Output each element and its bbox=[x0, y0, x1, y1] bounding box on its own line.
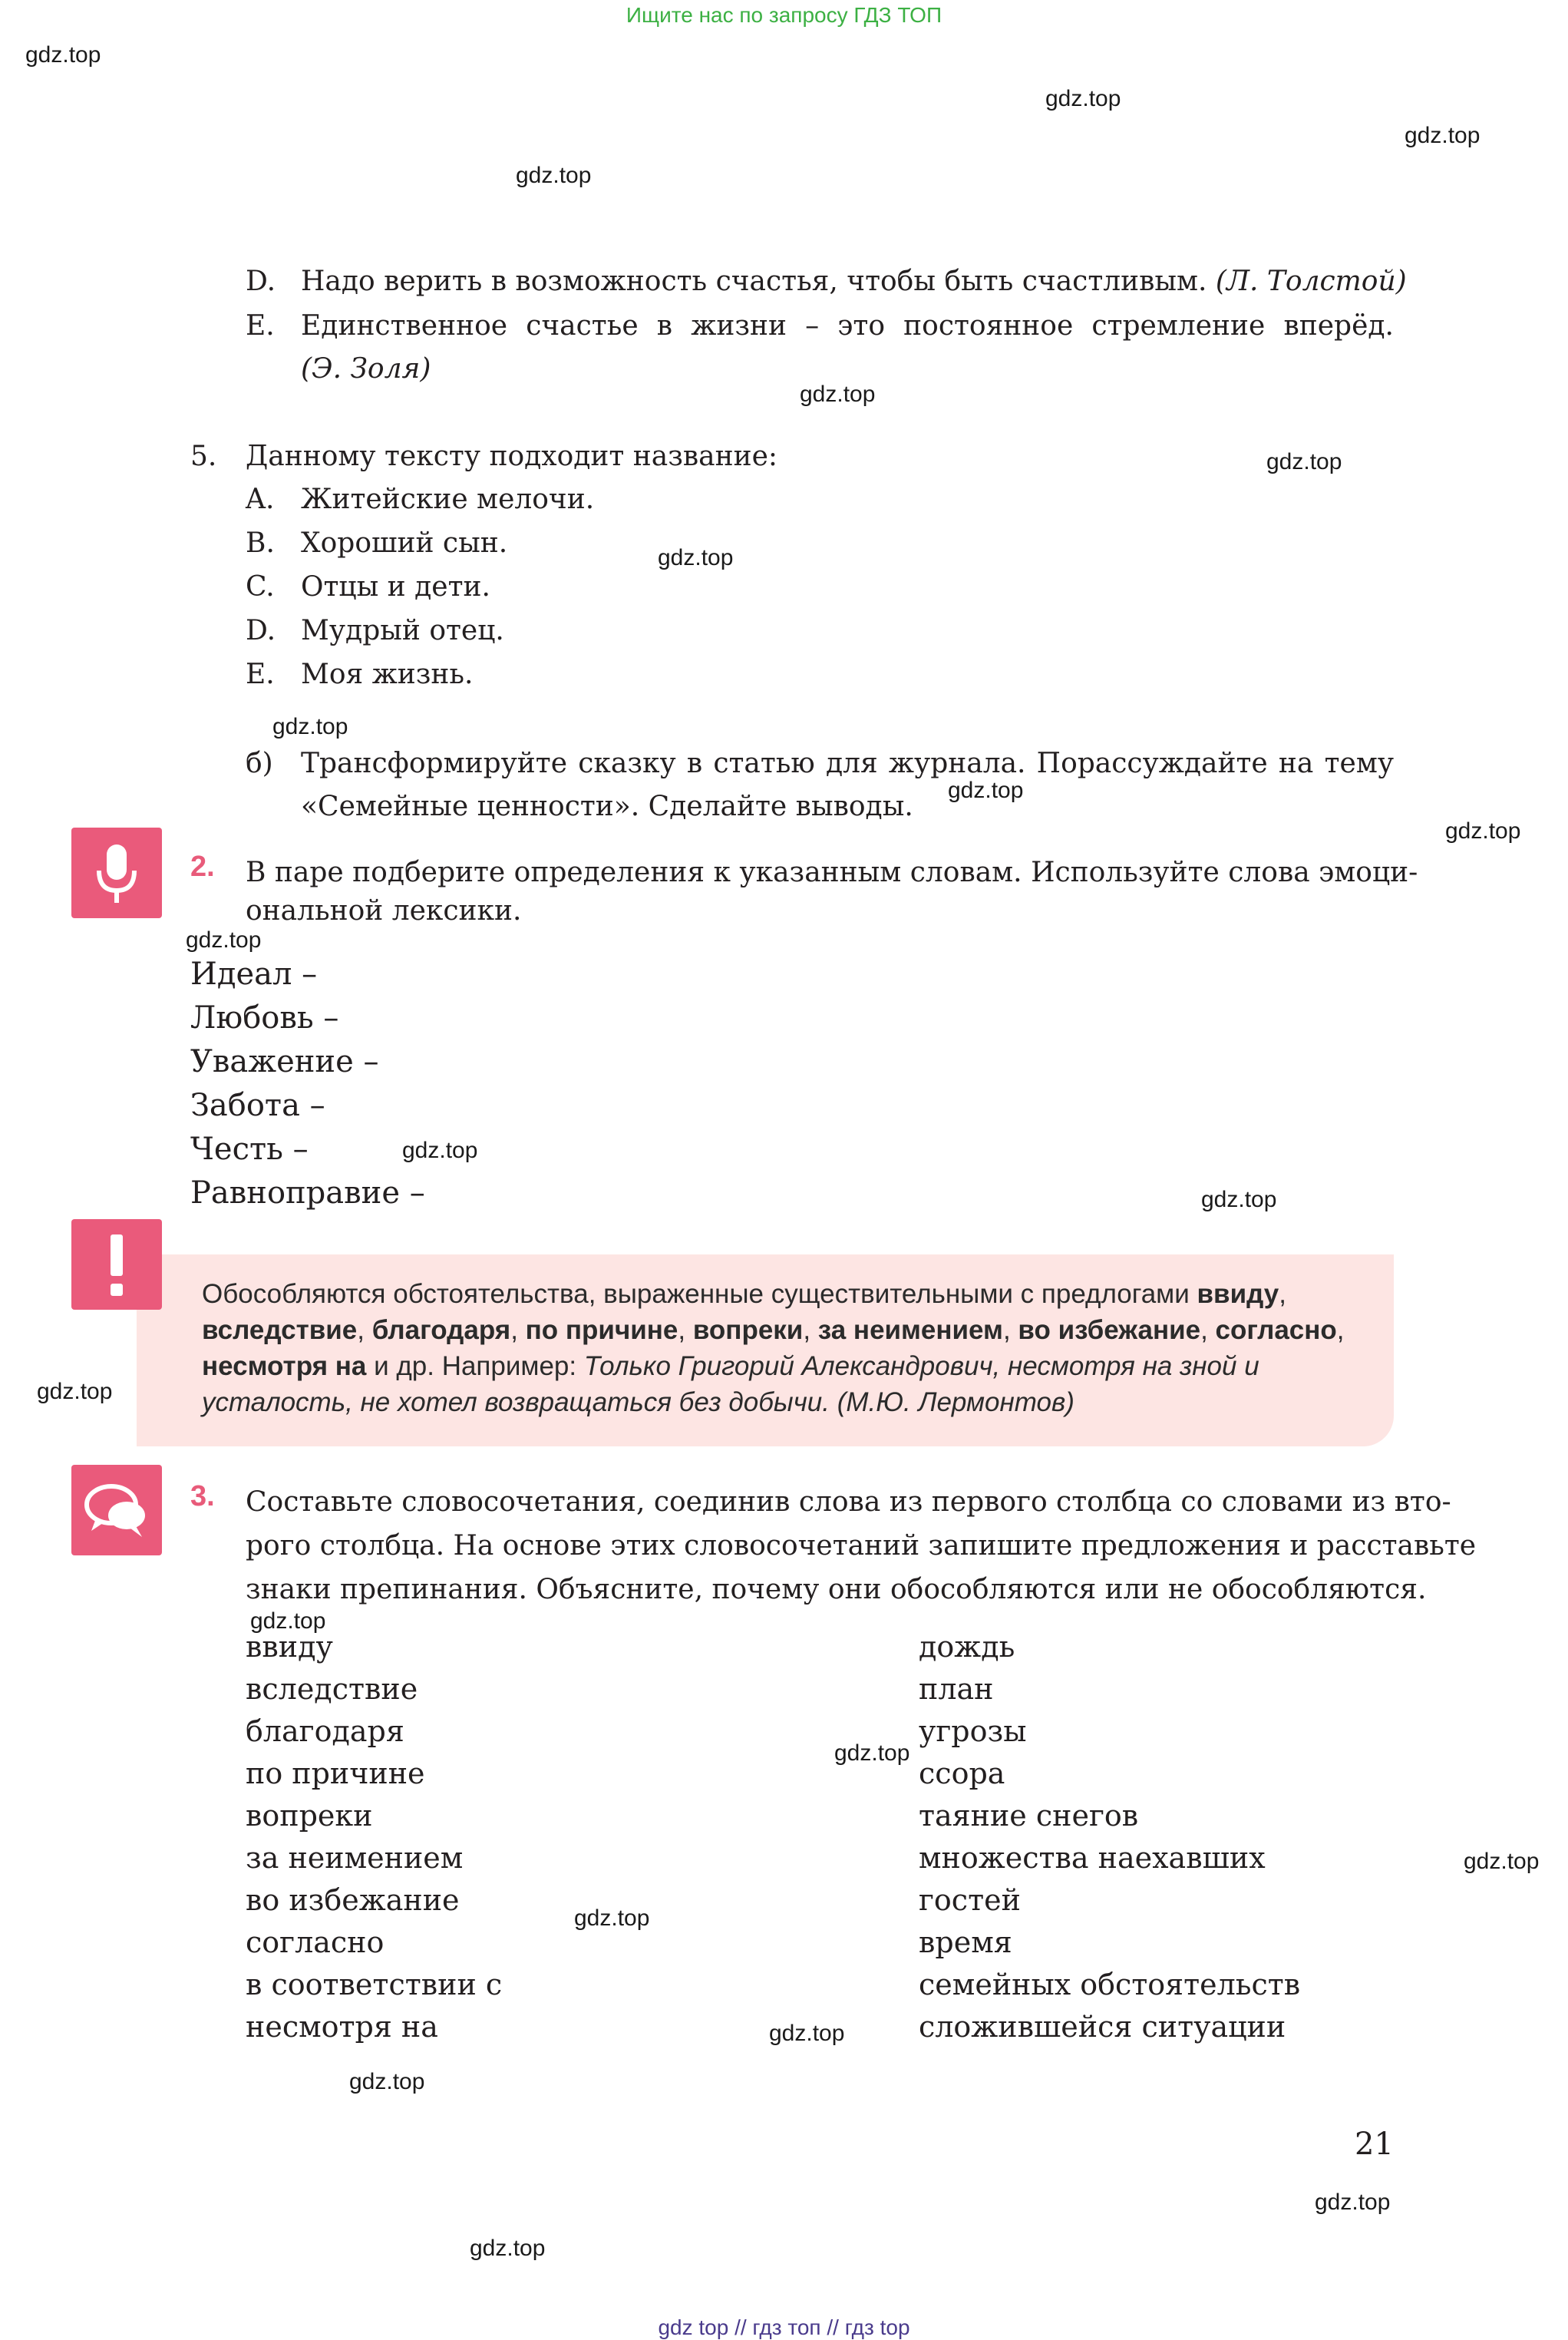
option-text: Моя жизнь. bbox=[301, 659, 474, 690]
watermark: gdz.top bbox=[186, 927, 262, 953]
rule-term: вопреки bbox=[692, 1315, 804, 1345]
rule-comma: , bbox=[357, 1315, 365, 1345]
word-item: Идеал – bbox=[190, 957, 318, 992]
rule-term: ввиду bbox=[1197, 1279, 1279, 1309]
microphone-icon bbox=[71, 828, 162, 918]
rule-etc: и др. Например: bbox=[366, 1351, 584, 1381]
exercise-number: 3. bbox=[190, 1480, 215, 1512]
watermark: gdz.top bbox=[516, 163, 592, 188]
list-item: план bbox=[919, 1672, 994, 1706]
list-item: вследствие bbox=[246, 1672, 418, 1706]
list-item: угрозы bbox=[919, 1714, 1027, 1748]
page-number: 21 bbox=[1355, 2127, 1394, 2162]
option-text bbox=[301, 259, 1407, 303]
task-line: Трансформируйте сказку в статью для журнала. Порассуждайте на тему bbox=[301, 748, 1394, 779]
list-item: во избежание bbox=[246, 1883, 460, 1917]
watermark: gdz.top bbox=[834, 1740, 910, 1766]
rule-term: во избежание bbox=[1018, 1315, 1201, 1345]
rule-intro: Обособляются обстоятельства, выраженные существительными с предлогами bbox=[202, 1279, 1197, 1309]
rule-example: Только Григорий Александрович, несмотря bbox=[583, 1351, 1135, 1381]
option-text: Единственное счастье в жизни – это постоянное стремление вперёд. bbox=[301, 310, 1394, 342]
watermark: gdz.top bbox=[1405, 123, 1481, 148]
exercise-line: В паре подберите определения к указанным словам. Используйте слова эмоци- bbox=[246, 857, 1418, 888]
list-item: множества наехавших bbox=[919, 1841, 1266, 1875]
column-1 bbox=[246, 1626, 502, 2048]
option-text: Мудрый отец. bbox=[301, 615, 504, 646]
watermark: gdz.top bbox=[25, 42, 101, 68]
word-item: Честь – bbox=[190, 1132, 309, 1167]
rule-term: согласно bbox=[1215, 1315, 1337, 1345]
watermark: gdz.top bbox=[37, 1379, 113, 1404]
watermark: gdz.top bbox=[402, 1138, 478, 1163]
list-item: дождь bbox=[919, 1630, 1015, 1664]
watermark: gdz.top bbox=[658, 545, 734, 570]
exercise-line: рого столбца. На основе этих словосочетаний запишите предложения и расставьте bbox=[246, 1530, 1477, 1562]
rule-comma: , bbox=[1336, 1315, 1345, 1345]
watermark: gdz.top bbox=[1266, 449, 1342, 474]
list-item: семейных обстоятельств bbox=[919, 1968, 1301, 2001]
word-item: Равноправие – bbox=[190, 1175, 425, 1211]
rule-term: благодаря bbox=[371, 1315, 511, 1345]
list-item: благодаря bbox=[246, 1714, 404, 1748]
list-item: время bbox=[919, 1925, 1012, 1959]
rule-comma: , bbox=[1200, 1315, 1208, 1345]
option-letter: A. bbox=[246, 484, 275, 515]
rule-comma: , bbox=[1002, 1315, 1011, 1345]
watermark: gdz.top bbox=[1201, 1187, 1277, 1212]
option-author: (Э. Золя) bbox=[301, 353, 431, 385]
watermark: gdz.top bbox=[800, 382, 876, 407]
rule-term: несмотря на bbox=[202, 1351, 367, 1381]
list-item: гостей bbox=[919, 1883, 1021, 1917]
rule-text bbox=[202, 1276, 1368, 1420]
exercise-number: 2. bbox=[190, 851, 215, 883]
list-item: таяние снегов bbox=[919, 1799, 1139, 1833]
list-item: вопреки bbox=[246, 1799, 373, 1833]
task-letter: б) bbox=[246, 748, 273, 779]
rule-comma: , bbox=[678, 1315, 686, 1345]
top-banner[interactable]: Ищите нас по запросу ГДЗ ТОП bbox=[626, 3, 942, 27]
column-2 bbox=[919, 1626, 1300, 2048]
exercise-line: знаки препинания. Объясните, почему они обособляются или не обособляются. bbox=[246, 1574, 1427, 1605]
watermark: gdz.top bbox=[1045, 86, 1121, 111]
question-number: 5. bbox=[190, 441, 217, 472]
list-item: ввиду bbox=[246, 1630, 333, 1664]
watermark: gdz.top bbox=[470, 2236, 546, 2261]
option-letter: D. bbox=[246, 615, 276, 646]
option-text-main: Надо верить в возможность счастья, чтобы быть счастливым. bbox=[301, 266, 1207, 297]
watermark: gdz.top bbox=[1464, 1849, 1540, 1874]
option-text: Хороший сын. bbox=[301, 527, 508, 559]
list-item: согласно bbox=[246, 1925, 385, 1959]
rule-term: вследствие bbox=[202, 1315, 358, 1345]
watermark: gdz.top bbox=[769, 2021, 845, 2046]
rule-example: на зной и усталость, не хотел возвращаться без добычи. (М.Ю. Лермонтов) bbox=[202, 1351, 1259, 1417]
option-text: Житейские мелочи. bbox=[301, 484, 595, 515]
list-item: несмотря на bbox=[246, 2010, 438, 2044]
rule-comma: , bbox=[1279, 1279, 1286, 1309]
footer-links[interactable]: gdz top // гдз топ // гдз top bbox=[658, 2315, 910, 2339]
task-line: «Семейные ценности». Сделайте выводы. bbox=[301, 791, 913, 822]
exclamation-icon bbox=[71, 1219, 162, 1310]
rule-term: за неимением bbox=[817, 1315, 1003, 1345]
word-item: Забота – bbox=[190, 1088, 325, 1123]
watermark: gdz.top bbox=[250, 1608, 326, 1634]
watermark: gdz.top bbox=[574, 1905, 650, 1931]
option-text: Отцы и дети. bbox=[301, 571, 490, 603]
option-letter: D. bbox=[246, 266, 276, 297]
rule-comma: , bbox=[803, 1315, 811, 1345]
list-item: сложившейся ситуации bbox=[919, 2010, 1286, 2044]
option-letter: C. bbox=[246, 571, 275, 603]
list-item: в соответствии с bbox=[246, 1968, 503, 2001]
option-letter: E. bbox=[246, 310, 275, 342]
list-item: за неимением bbox=[246, 1841, 464, 1875]
watermark: gdz.top bbox=[1315, 2190, 1391, 2215]
speech-bubbles-icon bbox=[71, 1465, 162, 1555]
word-item: Любовь – bbox=[190, 1000, 339, 1036]
watermark: gdz.top bbox=[272, 714, 348, 739]
exercise-line: ональной лексики. bbox=[246, 895, 522, 927]
rule-comma: , bbox=[510, 1315, 518, 1345]
watermark: gdz.top bbox=[948, 778, 1024, 803]
option-letter: B. bbox=[246, 527, 275, 559]
rule-term: по причине bbox=[525, 1315, 678, 1345]
list-item: ссора bbox=[919, 1757, 1005, 1790]
watermark: gdz.top bbox=[1445, 818, 1521, 844]
exercise-line: Составьте словосочетания, соединив слова из первого столбца со словами из вто- bbox=[246, 1486, 1451, 1518]
question-text: Данному тексту подходит название: bbox=[246, 441, 778, 472]
list-item: по причине bbox=[246, 1757, 425, 1790]
option-letter: E. bbox=[246, 659, 275, 690]
option-author: (Л. Толстой) bbox=[1215, 266, 1407, 297]
watermark: gdz.top bbox=[349, 2069, 425, 2094]
word-item: Уважение – bbox=[190, 1044, 379, 1079]
